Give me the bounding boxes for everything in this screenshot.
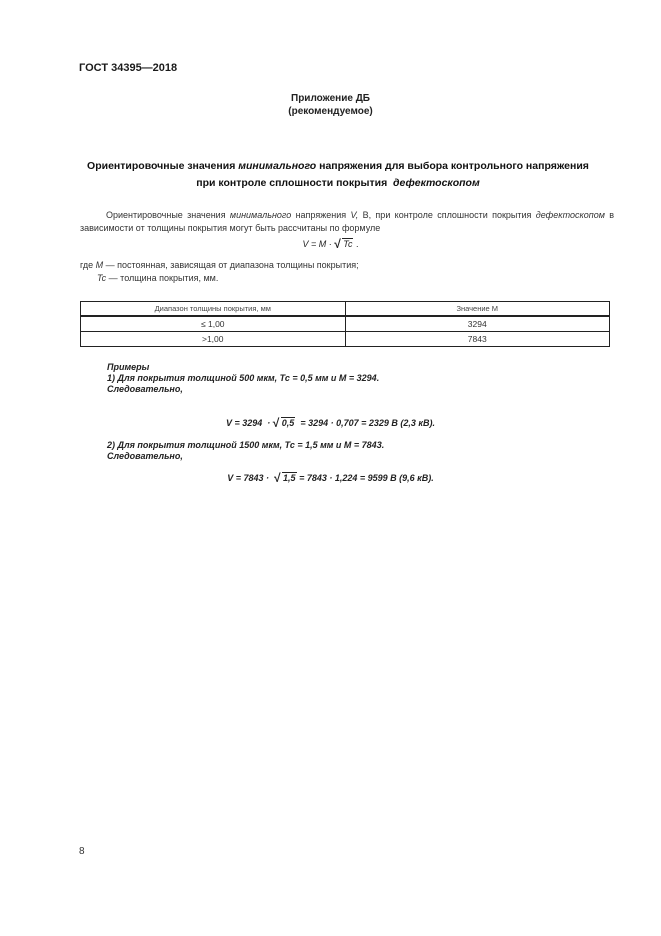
page-number: 8 xyxy=(79,846,85,857)
cell-m-value: 3294 xyxy=(345,316,610,332)
section-title-line-2: при контроле сплошности покрытия дефектоскопом xyxy=(196,177,480,189)
table-header-row xyxy=(81,302,610,317)
appendix-status: (рекомендуемое) xyxy=(288,106,373,117)
example-2-text: 2) Для покрытия толщиной 1500 мкм, Tc = 1,5 мм и M = 7843. xyxy=(107,440,385,450)
main-formula: V = M · √ Tc . xyxy=(302,237,359,251)
header-thickness-range: Диапазон толщины покрытия, мм xyxy=(81,302,346,317)
standard-header: ГОСТ 34395—2018 xyxy=(79,62,178,74)
sqrt-symbol: √ 1,5 xyxy=(274,471,296,485)
section-title xyxy=(60,158,616,192)
sqrt-symbol: √ Tc xyxy=(334,237,353,251)
example-2-formula: V = 7843 · √ 1,5 = 7843 · 1,224 = 9599 В (9,6 кВ). xyxy=(227,471,434,485)
where-m-definition: где M — постоянная, зависящая от диапазона толщины покрытия; xyxy=(80,260,359,270)
header-m-value: Значение M xyxy=(345,302,610,317)
example-1-text: 1) Для покрытия толщиной 500 мкм, Tc = 0,5 мм и M = 3294. xyxy=(107,373,380,383)
section-title-line-1: Ориентировочные значения минимального напряжения для выбора контрольного напряжения xyxy=(87,160,589,172)
examples-heading: Примеры xyxy=(107,362,150,372)
cell-range: >1,00 xyxy=(81,332,346,347)
where-tc-definition: Tc — толщина покрытия, мм. xyxy=(97,273,219,283)
example-1-therefore: Следовательно, xyxy=(107,384,183,394)
m-values-table xyxy=(80,301,610,347)
cell-m-value: 7843 xyxy=(345,332,610,347)
appendix-title: Приложение ДБ xyxy=(291,93,370,104)
intro-paragraph: Ориентировочные значения минимального напряжения V, В, при контроле сплошности покрытия дефектоскопом в зависимости от толщины покрытия могут быть рассчитаны по формуле xyxy=(80,210,614,233)
example-2-therefore: Следовательно, xyxy=(107,451,183,461)
cell-range: ≤ 1,00 xyxy=(81,316,346,332)
example-1-formula: V = 3294 · √ 0,5 = 3294 · 0,707 = 2329 В (2,3 кВ). xyxy=(226,416,435,430)
table-row xyxy=(81,332,610,347)
sqrt-symbol: √ 0,5 xyxy=(272,416,295,430)
table-row xyxy=(81,316,610,332)
